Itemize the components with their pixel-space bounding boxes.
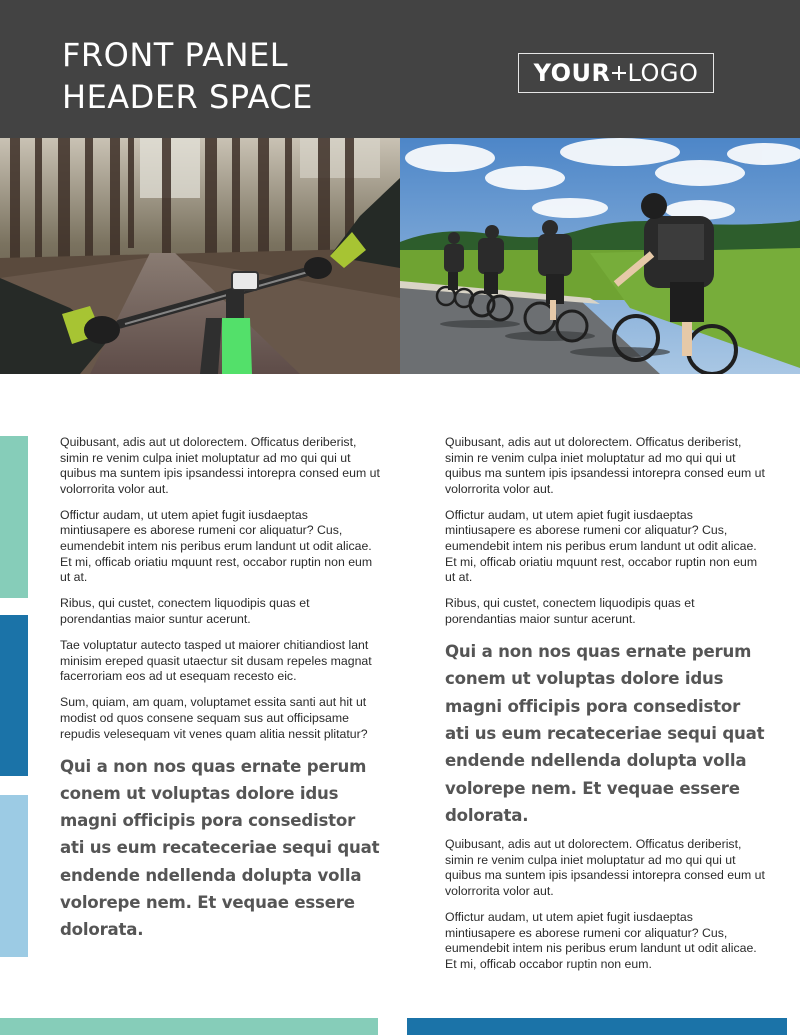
logo-text-your: YOUR: [533, 59, 611, 87]
left-paragraph-4: Tae voluptatur autecto tasped ut maiorer chitiandiost lant minisim ereped quasit utaectur sit dusam repeles magnat facerroriam eos ad ut esequam recesto eic.: [60, 638, 372, 684]
photo-mountain-bike: [0, 138, 400, 374]
right-pull-quote: Qui a non nos quas ernate perum conem ut voluptas dolore idus magni officipis pora consedistor ati us eum recateceriae sequi quat endende ndellenda dolupta volla volorepe nem. Et vequae essere dolorata.: [445, 642, 765, 825]
header-banner: [0, 0, 800, 138]
plus-icon: [612, 66, 626, 80]
header-title-line-1: FRONT PANEL: [62, 36, 289, 74]
header-title-line-2: HEADER SPACE: [62, 78, 313, 116]
left-paragraph-2: Offictur audam, ut utem apiet fugit iusdaeptas mintiusapere es aborese rumeni cor aliquatur? Cus, eumendebit intem nis peribus erum landunt ut odit alicae. Et mi, officab oriatiu mquunt rest, occabor ruptin non eum ut at.: [60, 507, 373, 585]
side-accent-bar-light-blue: [0, 795, 28, 957]
footer-accent-bar-teal: [0, 1018, 378, 1035]
left-paragraph-1: Quibusant, adis aut ut dolorectem. Officatus deriberist, simin re venim culpa iniet moluptatur ad mo qui qui ut quibus ma suntem ipis ipsandessi intorepra consed eum ut volorrorita volor aut.: [60, 435, 380, 496]
logo-text-logo: LOGO: [627, 59, 699, 87]
left-paragraph-5: Sum, quiam, am quam, voluptamet essita santi aut hit ut modist od quos consene sequam sus aut officipsame repudis velesequam vit venes quam alitia nessit plitatur?: [60, 695, 368, 741]
right-paragraph-4: Quibusant, adis aut ut dolorectem. Officatus deriberist, simin re venim culpa iniet moluptatur ad mo qui qui ut quibus ma suntem ipis ipsandessi intorepra consed eum ut volorrorita volor aut.: [445, 837, 765, 898]
right-text-column: [445, 435, 765, 983]
side-accent-bar-blue: [0, 615, 28, 776]
header-title: [62, 34, 313, 118]
photo-road-cyclists: [400, 138, 800, 374]
right-paragraph-2: Offictur audam, ut utem apiet fugit iusdaeptas mintiusapere es aborese rumeni cor aliquatur? Cus, eumendebit intem nis peribus erum landunt ut odit alicae. Et mi, officab oriatiu mquunt rest, occabor ruptin non eum ut at.: [445, 507, 758, 585]
right-paragraph-3: Ribus, qui custet, conectem liquodipis quas et porendantias maior suntur acerunt.: [445, 596, 695, 626]
side-accent-bar-teal: [0, 436, 28, 598]
footer-accent-bar-blue: [407, 1018, 787, 1035]
left-paragraph-3: Ribus, qui custet, conectem liquodipis quas et porendantias maior suntur acerunt.: [60, 596, 310, 626]
right-paragraph-1: Quibusant, adis aut ut dolorectem. Officatus deriberist, simin re venim culpa iniet moluptatur ad mo qui qui ut quibus ma suntem ipis ipsandessi intorepra consed eum ut volorrorita volor aut.: [445, 435, 765, 496]
company-logo: [518, 53, 714, 93]
left-text-column: [60, 435, 380, 952]
left-pull-quote: Qui a non nos quas ernate perum conem ut voluptas dolore idus magni officipis pora consedistor ati us eum recateceriae sequi quat endende ndellenda dolupta volla volorepe nem. Et vequae essere dolorata.: [60, 756, 380, 940]
right-paragraph-5: Offictur audam, ut utem apiet fugit iusdaeptas mintiusapere es aborese rumeni cor aliquatur? Cus, eumendebit intem nis peribus erum landunt ut odit alicae. Et mi, officab occabor ruptin non eum.: [445, 909, 757, 971]
